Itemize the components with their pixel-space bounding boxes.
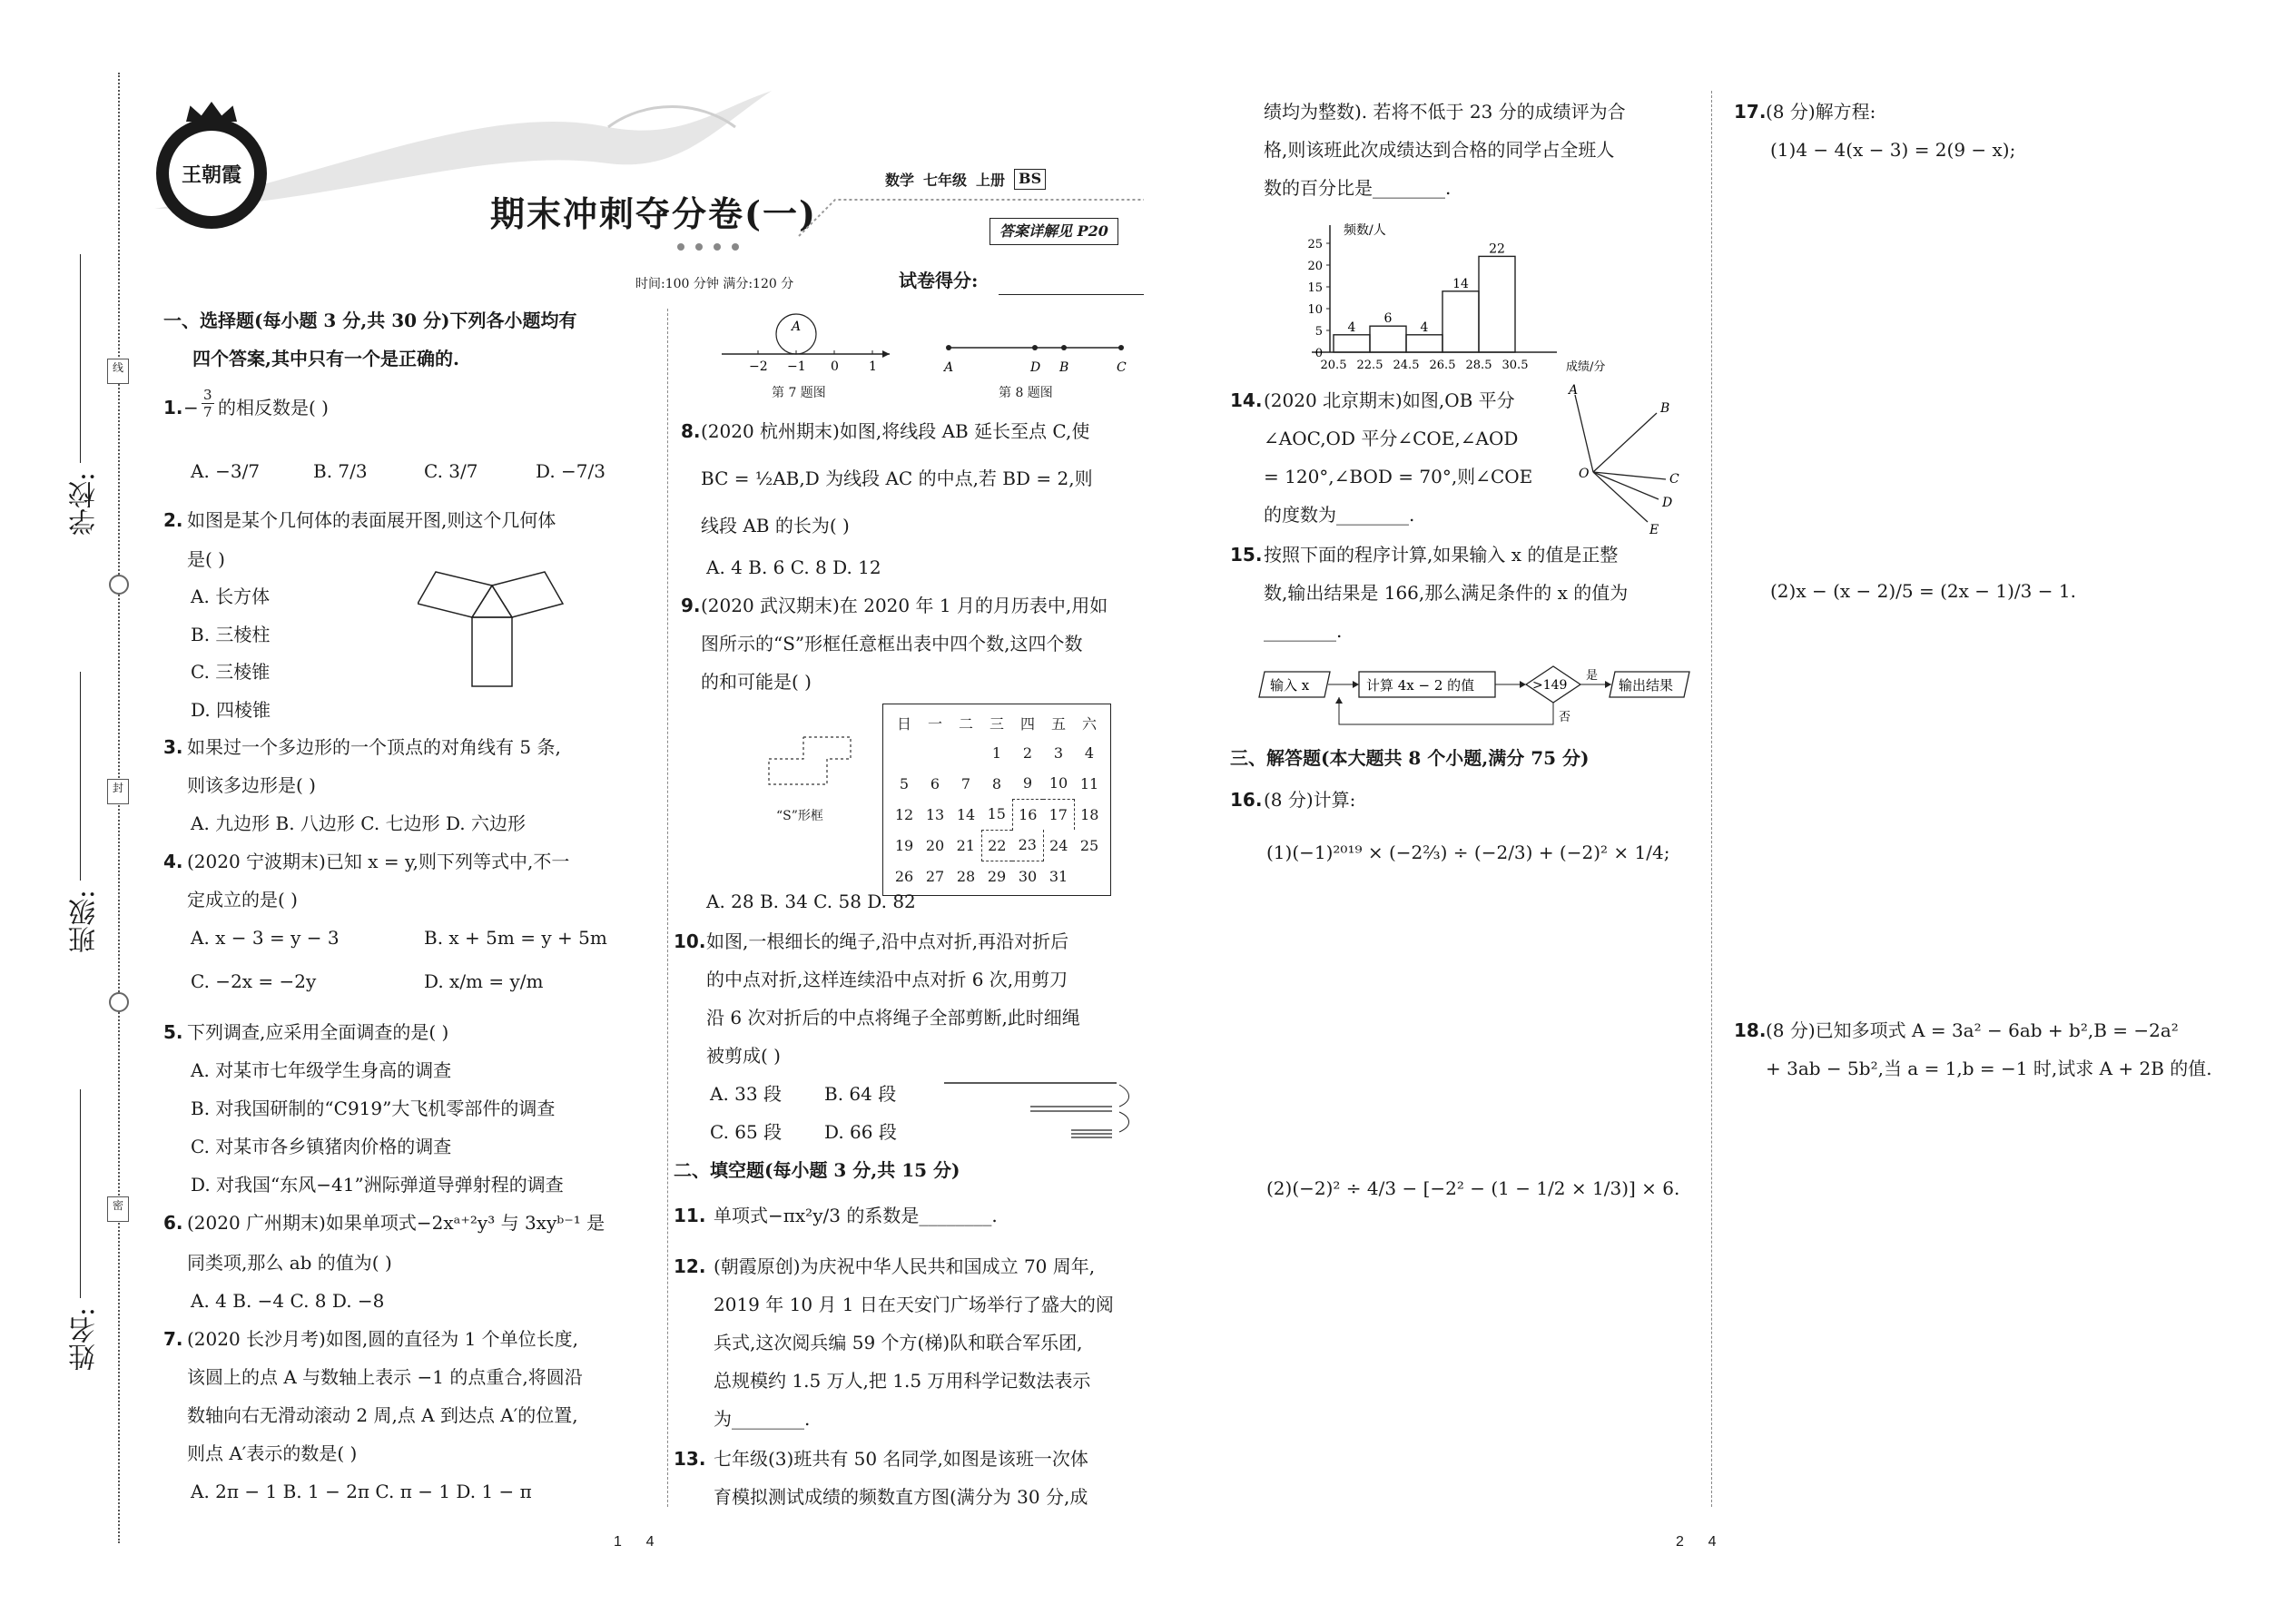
q2-number: 2. (163, 509, 183, 531)
svg-text:0: 0 (831, 359, 839, 372)
flow-no: 否 (1559, 711, 1571, 724)
q1-option-d: D. −7/3 (536, 460, 605, 482)
q12-line2: 2019 年 10 月 1 日在天安门广场举行了盛大的阅 (714, 1294, 1114, 1315)
q3-options: A. 九边形 B. 八边形 C. 七边形 D. 六边形 (191, 812, 526, 834)
column-divider (667, 309, 668, 1507)
q7-line3: 数轴向右无滑动滚动 2 周,点 A 到达点 A′的位置, (187, 1404, 578, 1426)
q10-line1: 如图,一根细长的绳子,沿中点对折,再沿对折后 (706, 930, 1069, 952)
q10-line3: 沿 6 次对折后的中点将绳子全部剪断,此时细绳 (706, 1007, 1080, 1029)
q2-option-a: A. 长方体 (191, 586, 271, 607)
q17-number: 17. (1734, 101, 1767, 123)
q17-line1: (8 分)解方程: (1766, 101, 1876, 123)
q5-option-d: D. 对我国“东风−41”洲际弹道导弹射程的调查 (191, 1174, 564, 1196)
x-tick-label: 28.5 (1465, 359, 1492, 372)
logo-badge (156, 118, 267, 229)
q3-number: 3. (163, 736, 183, 758)
svg-text:C: C (1117, 360, 1127, 375)
q1-option-c: C. 3/7 (424, 460, 478, 482)
q6-options: A. 4 B. −4 C. 8 D. −8 (191, 1290, 385, 1312)
calendar-row: 26 27 28 29 30 31 (894, 867, 1068, 885)
x-axis-label: 成绩/分 (1566, 360, 1606, 374)
q8-line1: (2020 杭州期末)如图,将线段 AB 延长至点 C,使 (701, 420, 1090, 442)
svg-text:E: E (1649, 523, 1659, 536)
logo-text: 王朝霞 (169, 131, 254, 216)
histogram-bar (1334, 335, 1370, 352)
q10-line2: 的中点对折,这样连续沿中点对折 6 次,用剪刀 (706, 969, 1068, 990)
q12-line5: 为________. (714, 1408, 811, 1430)
class-label: 班级: (69, 890, 101, 954)
y-tick-label: 0 (1314, 347, 1323, 360)
tag: BS (1014, 169, 1046, 190)
q16-part1: (1)(−1)²⁰¹⁹ × (−2⅔) ÷ (−2/3) + (−2)² × 1/4; (1266, 842, 1670, 863)
section-1-heading-2: 四个答案,其中只有一个是正确的. (192, 348, 459, 369)
q5-line1: 下列调查,应采用全面调查的是( ) (187, 1021, 449, 1043)
q10-option-d: D. 66 段 (824, 1121, 897, 1143)
q10-option-a: A. 33 段 (710, 1083, 782, 1105)
q10-option-c: C. 65 段 (710, 1121, 783, 1143)
subject-tags (885, 169, 1046, 190)
calendar-row: 12 13 14 15 16 17 18 (889, 799, 1105, 830)
q5-option-a: A. 对某市七年级学生身高的调查 (191, 1059, 452, 1081)
x-tick-label: 22.5 (1356, 359, 1383, 372)
histogram-bar (1442, 291, 1479, 352)
section-3-heading: 三、解答题(本大题共 8 个小题,满分 75 分) (1230, 747, 1590, 769)
s-frame-diagram (767, 735, 858, 790)
binding-dotted-line (118, 73, 120, 1543)
calendar-row: 1 2 3 4 (991, 743, 1095, 762)
svg-text:B: B (1059, 360, 1069, 375)
q2-line1: 如图是某个几何体的表面展开图,则这个几何体 (187, 509, 556, 531)
svg-text:B: B (1660, 401, 1670, 416)
fig8-caption: 第 8 题图 (999, 386, 1053, 400)
svg-text:A: A (1569, 383, 1579, 398)
score-blank (999, 294, 1144, 295)
q15-line3: ________. (1264, 620, 1343, 642)
tag: 数学 (885, 172, 915, 189)
q13-line2: 育模拟测试成绩的频数直方图(满分为 30 分,成 (714, 1486, 1088, 1508)
q2-option-c: C. 三棱锥 (191, 661, 271, 683)
svg-text:−1: −1 (787, 359, 806, 372)
fig7-caption: 第 7 题图 (772, 386, 826, 400)
q18-line2: + 3ab − 5b²,当 a = 1,b = −1 时,试求 A + 2B 的值. (1766, 1058, 2212, 1079)
bar-value-label: 14 (1452, 276, 1469, 291)
s-frame-label: “S”形框 (776, 809, 823, 823)
y-tick-label: 5 (1314, 325, 1323, 339)
q10-line4: 被剪成( ) (706, 1045, 781, 1067)
class-line (80, 672, 81, 881)
q12-line1: (朝霞原创)为庆祝中华人民共和国成立 70 周年, (714, 1255, 1096, 1277)
histogram-bar (1370, 326, 1406, 352)
q5-number: 5. (163, 1021, 183, 1043)
svg-text:D: D (1662, 496, 1673, 510)
q13-cont-line3: 数的百分比是________. (1264, 177, 1452, 199)
section-1-heading: 一、选择题(每小题 3 分,共 30 分)下列各小题均有 (163, 310, 577, 331)
q9-line3: 的和可能是( ) (701, 671, 812, 693)
q4-option-a: A. x − 3 = y − 3 (191, 927, 340, 949)
q9-line2: 图所示的“S”形框任意框出表中四个数,这四个数 (701, 633, 1083, 655)
histogram-bar (1479, 256, 1515, 352)
fig8-segment (940, 331, 1130, 377)
q5-option-c: C. 对某市各乡镇猪肉价格的调查 (191, 1136, 452, 1157)
bind-char-box: 密 (107, 1196, 129, 1222)
q12-line4: 总规模约 1.5 万人,把 1.5 万用科学记数法表示 (714, 1370, 1091, 1392)
flowchart (1257, 664, 1702, 737)
q7-options: A. 2π − 1 B. 1 − 2π C. π − 1 D. 1 − π (191, 1481, 532, 1502)
binding-hole (109, 575, 129, 595)
q14-line4: 的度数为________. (1264, 504, 1415, 526)
q14-line2: ∠AOC,OD 平分∠COE,∠AOD (1264, 428, 1519, 449)
q1-stem: 的相反数是( ) (218, 397, 329, 418)
bar-value-label: 22 (1489, 241, 1505, 257)
q4-number: 4. (163, 851, 183, 872)
exam-meta: 时间:100 分钟 满分:120 分 (635, 277, 794, 291)
flow-condition: >149 (1532, 678, 1568, 693)
q13-line1: 七年级(3)班共有 50 名同学,如图是该班一次体 (714, 1448, 1088, 1470)
q18-line1: (8 分)已知多项式 A = 3a² − 6ab + b²,B = −2a² (1766, 1019, 2179, 1041)
q4-option-b: B. x + 5m = y + 5m (424, 927, 607, 949)
q1-number: 1. (163, 397, 183, 418)
q4-option-d: D. x/m = y/m (424, 970, 544, 992)
bind-char-box: 线 (107, 359, 129, 384)
angle-diagram (1566, 381, 1684, 536)
q15-line1: 按照下面的程序计算,如果输入 x 的值是正整 (1264, 544, 1619, 566)
q8-line2: BC = ½AB,D 为线段 AC 的中点,若 BD = 2,则 (701, 468, 1093, 489)
page-title: 期末冲刺夺分卷(一) (490, 193, 817, 234)
flow-calc: 计算 4x − 2 的值 (1366, 677, 1475, 694)
frequency-histogram (1275, 216, 1657, 379)
calendar-row: 19 20 21 22 23 24 25 (889, 830, 1105, 861)
q15-number: 15. (1230, 544, 1263, 566)
name-label: 姓名: (69, 1307, 101, 1372)
bind-char-box: 封 (107, 779, 129, 804)
fig7-number-line (713, 309, 894, 372)
answer-ref-box: 答案详解见 P20 (989, 218, 1118, 245)
page-number-right: 2 4 (1676, 1534, 1717, 1550)
q8-number: 8. (681, 420, 701, 442)
school-label: 学校: (69, 472, 101, 536)
q12-line3: 兵式,这次阅兵编 59 个方(梯)队和联合军乐团, (714, 1332, 1083, 1353)
flow-yes: 是 (1586, 669, 1599, 683)
q13-number: 13. (674, 1448, 706, 1470)
q8-line3: 线段 AB 的长为( ) (701, 515, 850, 536)
q4-option-c: C. −2x = −2y (191, 970, 317, 992)
svg-text:O: O (1579, 467, 1590, 481)
q16-number: 16. (1230, 789, 1263, 811)
q5-option-b: B. 对我国研制的“C919”大飞机零部件的调查 (191, 1097, 556, 1119)
q6-number: 6. (163, 1212, 183, 1234)
svg-text:−2: −2 (749, 359, 768, 372)
q2-option-d: D. 四棱锥 (191, 699, 271, 721)
page-divider (1711, 91, 1712, 1507)
svg-text:D: D (1030, 360, 1041, 375)
q3-line2: 则该多边形是( ) (187, 774, 316, 796)
q1-minus: − (183, 397, 199, 418)
page-number-left: 1 4 (614, 1534, 655, 1550)
q4-line2: 定成立的是( ) (187, 889, 298, 910)
y-tick-label: 25 (1307, 238, 1323, 251)
q16-part2: (2)(−2)² ÷ 4/3 − [−2² − (1 − 1/2 × 1/3)] × 6. (1266, 1177, 1680, 1199)
flow-output: 输出结果 (1619, 677, 1674, 694)
svg-text:1: 1 (869, 359, 877, 372)
q7-line2: 该圆上的点 A 与数轴上表示 −1 的点重合,将圆沿 (187, 1366, 583, 1388)
q9-line1: (2020 武汉期末)在 2020 年 1 月的月历表中,用如 (701, 595, 1108, 616)
q7-line4: 则点 A′表示的数是( ) (187, 1442, 358, 1464)
y-axis-label: 频数/人 (1344, 223, 1386, 238)
q15-line2: 数,输出结果是 166,那么满足条件的 x 的值为 (1264, 582, 1629, 604)
q13-cont-line2: 格,则该班此次成绩达到合格的同学占全班人 (1264, 139, 1615, 161)
school-line (80, 254, 81, 463)
q18-number: 18. (1734, 1019, 1767, 1041)
q9-number: 9. (681, 595, 701, 616)
bar-value-label: 6 (1383, 311, 1393, 327)
x-tick-label: 30.5 (1501, 359, 1529, 372)
q14-line1: (2020 北京期末)如图,OB 平分 (1264, 389, 1515, 411)
q7-number: 7. (163, 1328, 183, 1350)
x-tick-label: 26.5 (1429, 359, 1456, 372)
q13-cont-line1: 绩均为整数). 若将不低于 23 分的成绩评为合 (1264, 101, 1626, 123)
q1-option-b: B. 7/3 (313, 460, 368, 482)
q7-line1: (2020 长沙月考)如图,圆的直径为 1 个单位长度, (187, 1328, 579, 1350)
q2-line2: 是( ) (187, 548, 225, 570)
tag: 七年级 (923, 172, 968, 189)
q11-line1: 单项式−πx²y/3 的系数是________. (714, 1205, 998, 1226)
q11-number: 11. (674, 1205, 706, 1226)
q1-option-a: A. −3/7 (191, 460, 261, 482)
bar-value-label: 4 (1347, 320, 1356, 335)
section-2-heading: 二、填空题(每小题 3 分,共 15 分) (674, 1159, 960, 1181)
calendar-header-row: 日 一 二 三 四 五 六 (896, 714, 1097, 733)
q10-number: 10. (674, 930, 706, 952)
q16-line1: (8 分)计算: (1264, 789, 1356, 811)
y-tick-label: 20 (1307, 260, 1323, 273)
svg-text:C: C (1669, 472, 1679, 487)
q2-option-b: B. 三棱柱 (191, 624, 271, 645)
net-diagram (418, 567, 572, 690)
svg-text:A: A (944, 360, 954, 375)
score-label: 试卷得分: (899, 270, 979, 291)
q1-fraction: 3 7 (203, 387, 212, 420)
name-line (80, 1089, 81, 1298)
calendar-row: 5 6 7 8 9 10 11 (899, 774, 1099, 792)
svg-text:A: A (791, 320, 802, 334)
q4-line1: (2020 宁波期末)已知 x = y,则下列等式中,不一 (187, 851, 570, 872)
q14-number: 14. (1230, 389, 1263, 411)
q3-line1: 如果过一个多边形的一个顶点的对角线有 5 条, (187, 736, 561, 758)
histogram-bar (1406, 335, 1442, 352)
flow-input: 输入 x (1270, 677, 1310, 694)
q6-line1: (2020 广州期末)如果单项式−2xᵃ⁺²y³ 与 3xyᵇ⁻¹ 是 (187, 1212, 605, 1234)
q14-line3: = 120°,∠BOD = 70°,则∠COE (1264, 466, 1533, 487)
q17-part2: (2)x − (x − 2)/5 = (2x − 1)/3 − 1. (1770, 580, 2076, 602)
q9-options: A. 28 B. 34 C. 58 D. 82 (706, 891, 916, 912)
q8-options: A. 4 B. 6 C. 8 D. 12 (706, 556, 881, 578)
bar-value-label: 4 (1420, 320, 1429, 335)
y-tick-label: 15 (1307, 281, 1323, 295)
q10-option-b: B. 64 段 (824, 1083, 897, 1105)
y-tick-label: 10 (1307, 303, 1323, 317)
tag: 上册 (976, 172, 1006, 189)
x-tick-label: 24.5 (1393, 359, 1420, 372)
x-tick-label: 20.5 (1320, 359, 1347, 372)
calendar-table (882, 704, 1111, 896)
q6-line2: 同类项,那么 ab 的值为( ) (187, 1252, 392, 1274)
q12-number: 12. (674, 1255, 706, 1277)
rope-folding-diagram (940, 1076, 1135, 1144)
binding-hole (109, 992, 129, 1012)
q17-part1: (1)4 − 4(x − 3) = 2(9 − x); (1770, 139, 2016, 161)
